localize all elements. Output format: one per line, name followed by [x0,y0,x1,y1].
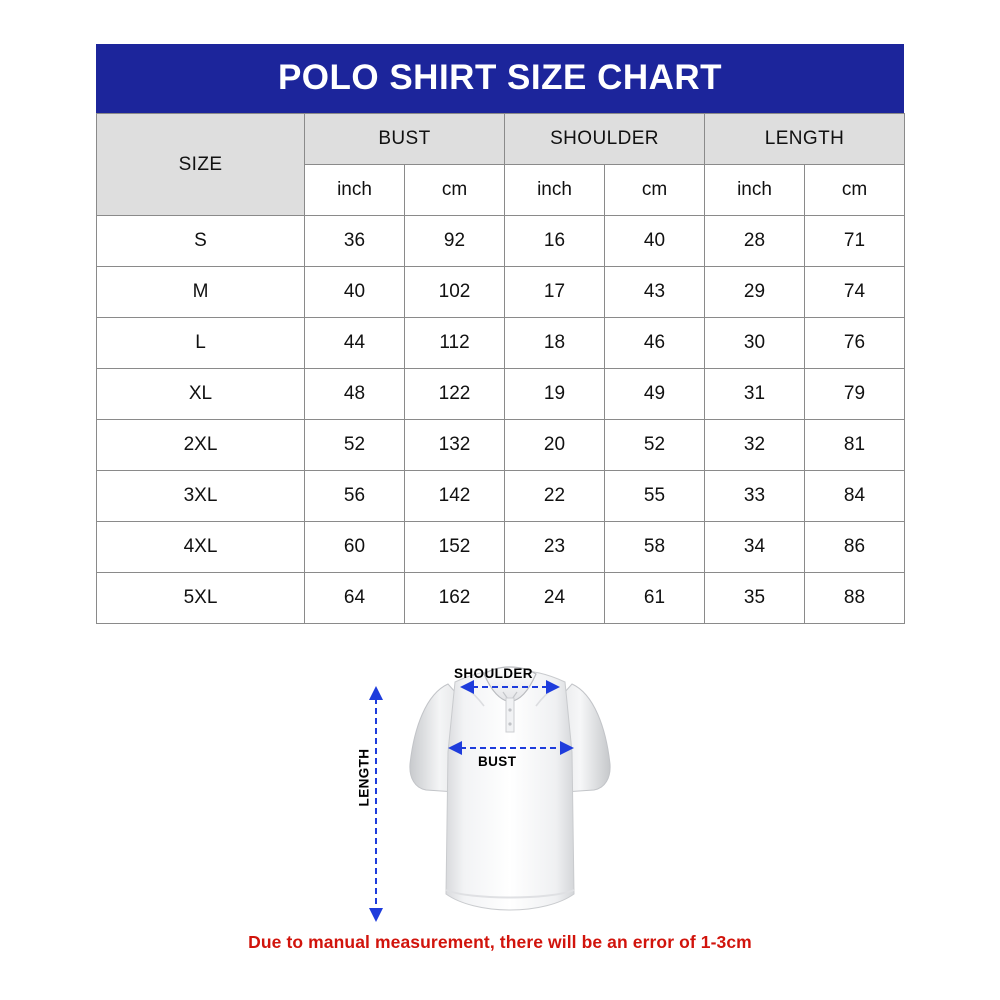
cell-shoulder-inch: 23 [505,522,605,573]
cell-length-inch: 29 [705,267,805,318]
cell-bust-cm: 122 [405,369,505,420]
cell-size: S [97,216,305,267]
cell-length-inch: 30 [705,318,805,369]
unit-header-shoulder-inch: inch [505,165,605,216]
table-row [97,318,905,369]
column-header-shoulder: SHOULDER [505,114,705,165]
cell-bust-inch: 52 [305,420,405,471]
cell-length-cm: 88 [805,573,905,624]
cell-bust-cm: 162 [405,573,505,624]
table-row [97,369,905,420]
cell-length-inch: 35 [705,573,805,624]
cell-length-inch: 32 [705,420,805,471]
page-title: POLO SHIRT SIZE CHART [96,44,904,113]
cell-shoulder-cm: 40 [605,216,705,267]
unit-header-shoulder-cm: cm [605,165,705,216]
table-row [97,471,905,522]
cell-shoulder-inch: 20 [505,420,605,471]
cell-length-cm: 84 [805,471,905,522]
column-header-length: LENGTH [705,114,905,165]
cell-size: L [97,318,305,369]
cell-bust-cm: 152 [405,522,505,573]
cell-length-inch: 33 [705,471,805,522]
length-label: LENGTH [356,748,372,807]
cell-shoulder-inch: 22 [505,471,605,522]
cell-length-cm: 79 [805,369,905,420]
unit-header-bust-cm: cm [405,165,505,216]
cell-bust-inch: 48 [305,369,405,420]
cell-length-cm: 76 [805,318,905,369]
cell-shoulder-inch: 17 [505,267,605,318]
table-row [97,522,905,573]
cell-shoulder-cm: 55 [605,471,705,522]
cell-bust-inch: 64 [305,573,405,624]
cell-shoulder-inch: 18 [505,318,605,369]
cell-length-cm: 71 [805,216,905,267]
cell-bust-inch: 40 [305,267,405,318]
column-header-bust: BUST [305,114,505,165]
shoulder-label: SHOULDER [454,666,533,681]
column-header-size: SIZE [97,114,305,216]
measurement-disclaimer: Due to manual measurement, there will be an error of 1-3cm [248,932,752,952]
cell-shoulder-cm: 43 [605,267,705,318]
cell-bust-cm: 142 [405,471,505,522]
bust-label: BUST [478,754,517,769]
unit-header-length-cm: cm [805,165,905,216]
cell-shoulder-inch: 19 [505,369,605,420]
cell-shoulder-inch: 16 [505,216,605,267]
cell-size: 5XL [97,573,305,624]
cell-bust-inch: 56 [305,471,405,522]
table-row [97,267,905,318]
table-row [97,573,905,624]
cell-size: 4XL [97,522,305,573]
cell-size: 3XL [97,471,305,522]
cell-length-cm: 81 [805,420,905,471]
cell-bust-cm: 112 [405,318,505,369]
cell-shoulder-cm: 49 [605,369,705,420]
cell-bust-cm: 92 [405,216,505,267]
cell-size: XL [97,369,305,420]
cell-shoulder-cm: 46 [605,318,705,369]
cell-bust-inch: 36 [305,216,405,267]
table-header-main [97,114,905,165]
measurement-diagram [340,632,670,932]
cell-length-cm: 74 [805,267,905,318]
cell-size: 2XL [97,420,305,471]
size-chart-container [96,44,904,624]
size-table [96,113,905,624]
unit-header-bust-inch: inch [305,165,405,216]
cell-shoulder-cm: 58 [605,522,705,573]
table-row [97,216,905,267]
cell-length-cm: 86 [805,522,905,573]
cell-shoulder-cm: 61 [605,573,705,624]
cell-bust-inch: 60 [305,522,405,573]
cell-bust-inch: 44 [305,318,405,369]
cell-bust-cm: 132 [405,420,505,471]
cell-length-inch: 31 [705,369,805,420]
table-row [97,420,905,471]
cell-shoulder-cm: 52 [605,420,705,471]
cell-size: M [97,267,305,318]
cell-length-inch: 28 [705,216,805,267]
cell-bust-cm: 102 [405,267,505,318]
cell-length-inch: 34 [705,522,805,573]
unit-header-length-inch: inch [705,165,805,216]
cell-shoulder-inch: 24 [505,573,605,624]
